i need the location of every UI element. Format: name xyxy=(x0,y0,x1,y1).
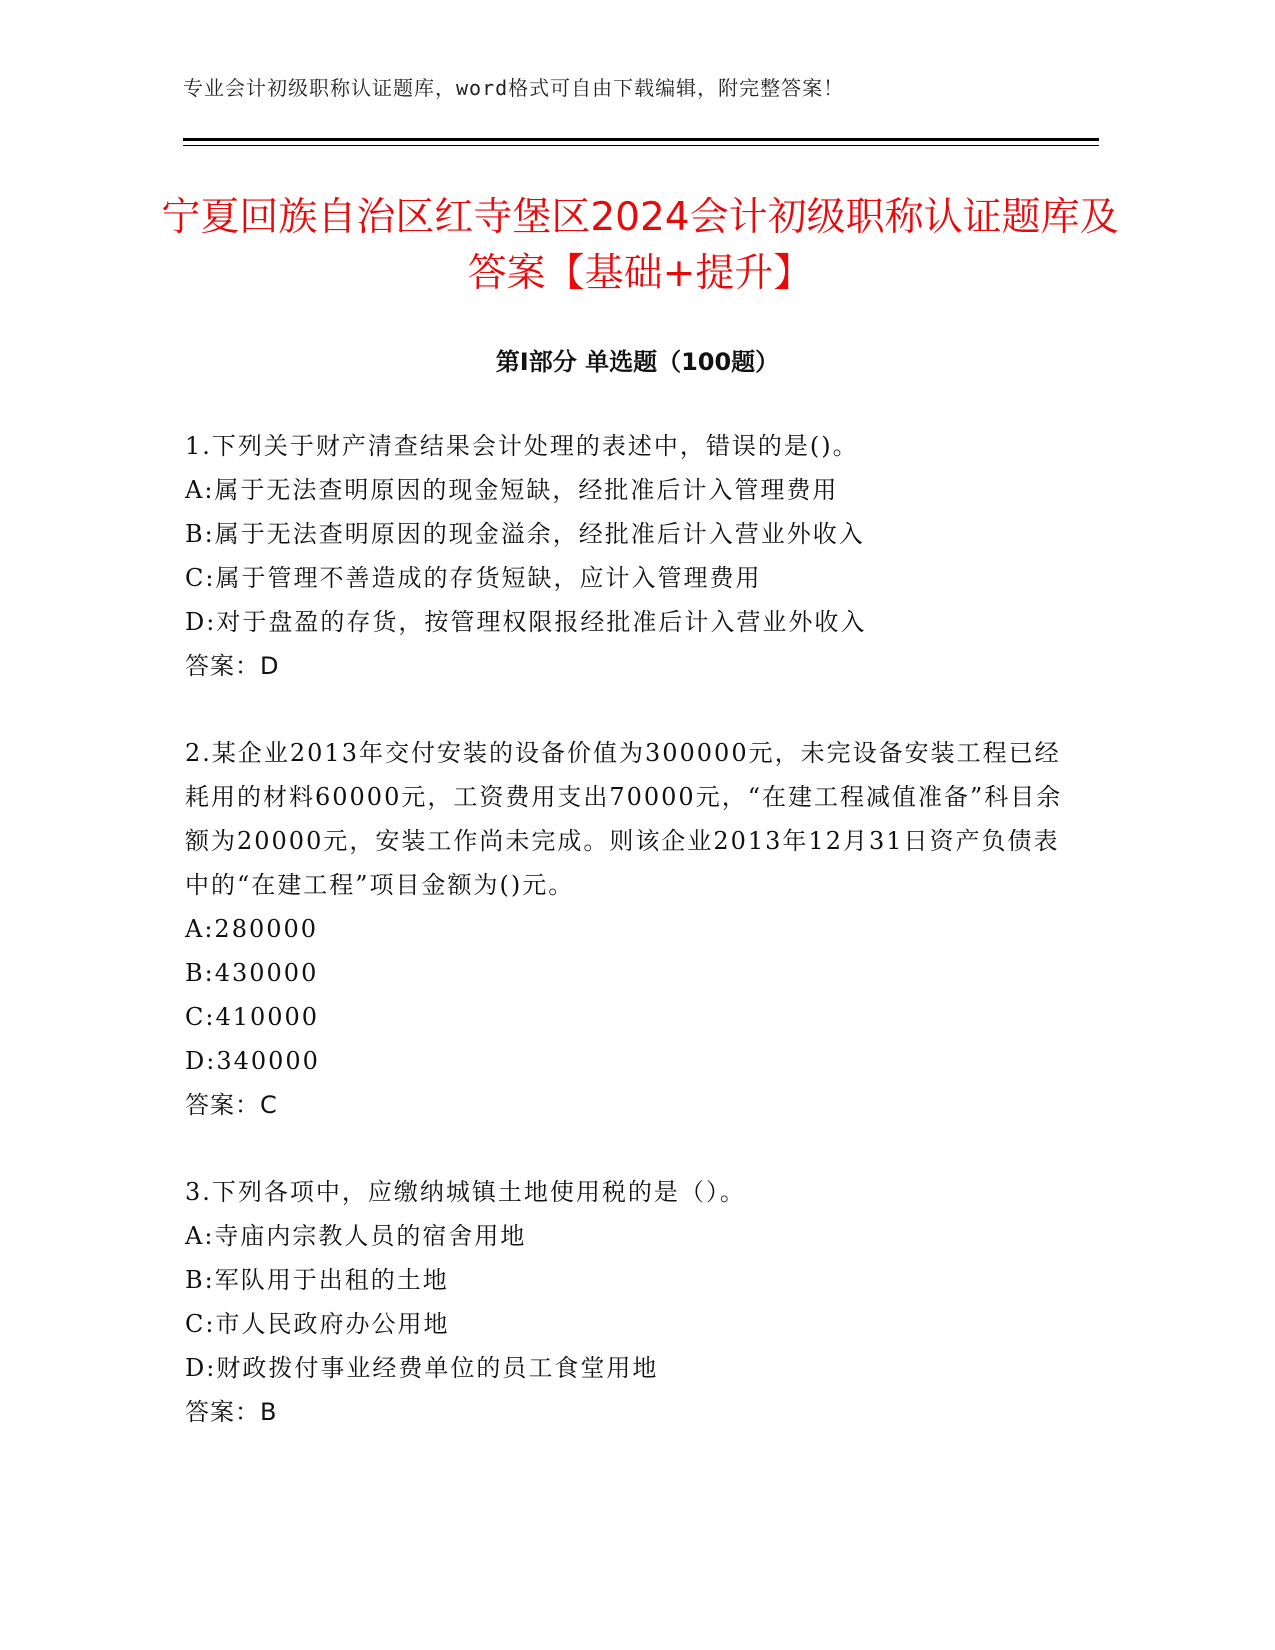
question-1 xyxy=(185,424,1065,688)
option-d: D:财政拨付事业经费单位的员工食堂用地 xyxy=(185,1354,659,1382)
option-b: B:军队用于出租的土地 xyxy=(185,1266,449,1294)
answer: 答案：D xyxy=(185,652,280,680)
option-d: D:340000 xyxy=(185,1047,320,1075)
option-b: B:430000 xyxy=(185,959,319,987)
question-stem: 1.下列关于财产清查结果会计处理的表述中，错误的是()。 xyxy=(185,432,859,460)
question-stem: 2.某企业2013年交付安装的设备价值为300000元，未完设备安装工程已经耗用的材料60000元，工资费用支出70000元，“在建工程减值准备”科目余额为20000元，安装工作尚未完成。则该企业2013年12月31日资产负债表中的“在建工程”项目金额为()元。 xyxy=(185,739,1063,899)
option-a: A:寺庙内宗教人员的宿舍用地 xyxy=(185,1222,527,1250)
question-3 xyxy=(185,1170,1065,1434)
option-b: B:属于无法查明原因的现金溢余，经批准后计入营业外收入 xyxy=(185,520,865,548)
header-rule-thin xyxy=(183,145,1099,146)
option-d: D:对于盘盈的存货，按管理权限报经批准后计入营业外收入 xyxy=(185,608,867,636)
question-list xyxy=(185,424,1065,1477)
option-a: A:280000 xyxy=(185,915,319,943)
section-title: 第Ⅰ部分 单选题（100题） xyxy=(495,348,780,376)
header-rule-thick xyxy=(183,138,1099,141)
option-a: A:属于无法查明原因的现金短缺，经批准后计入管理费用 xyxy=(185,476,839,504)
question-stem: 3.下列各项中，应缴纳城镇土地使用税的是（）。 xyxy=(185,1178,746,1206)
answer: 答案：B xyxy=(185,1398,278,1426)
answer: 答案：C xyxy=(185,1091,278,1119)
document-title: 宁夏回族自治区红寺堡区2024会计初级职称认证题库及答案【基础+提升】 xyxy=(161,195,1119,296)
header-note: 专业会计初级职称认证题库，word格式可自由下载编辑，附完整答案！ xyxy=(183,76,845,100)
option-c: C:属于管理不善造成的存货短缺，应计入管理费用 xyxy=(185,564,762,592)
question-2 xyxy=(185,731,1065,1127)
option-c: C:市人民政府办公用地 xyxy=(185,1310,450,1338)
option-c: C:410000 xyxy=(185,1003,320,1031)
